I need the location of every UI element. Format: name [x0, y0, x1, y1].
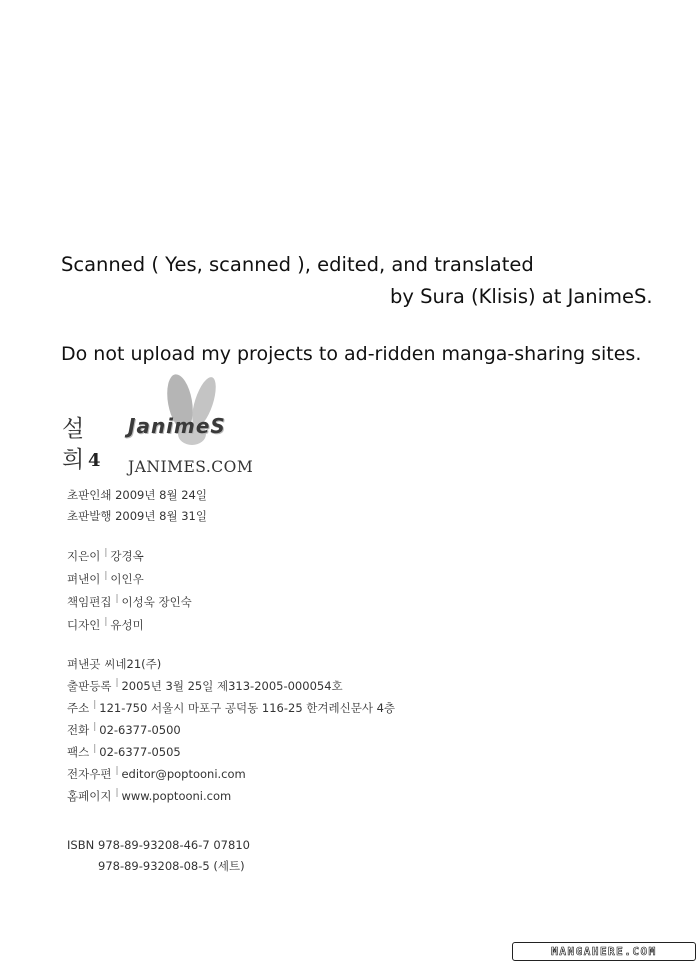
publisher-key: 전화 — [67, 723, 90, 737]
staff-key: 지은이 — [67, 549, 101, 563]
publisher-row: 홈페이지 | www.poptooni.com — [67, 788, 232, 803]
publisher-key: 팩스 — [67, 745, 90, 759]
isbn-set-number: 978-89-93208-08-5 (세트) — [98, 859, 245, 873]
publisher-row: 팩스 | 02-6377-0505 — [67, 744, 181, 759]
publisher-value: www.poptooni.com — [121, 789, 232, 803]
staff-value: 강경옥 — [110, 549, 144, 563]
watermark-badge — [512, 942, 696, 961]
publisher-value: editor@poptooni.com — [121, 767, 246, 781]
janimes-logo-text: JanimeS — [128, 414, 226, 438]
print-date: 초판인쇄 2009년 8월 24일 — [67, 488, 207, 502]
publish-date: 초판발행 2009년 8월 31일 — [67, 509, 207, 523]
publisher-row: 전자우편 | editor@poptooni.com — [67, 766, 246, 781]
publisher-key: 주소 — [67, 701, 90, 715]
staff-value: 이인우 — [110, 572, 144, 586]
book-title-top: 설 — [62, 416, 85, 442]
publisher-row — [67, 656, 161, 672]
volume-number: 4 — [88, 450, 101, 471]
publisher-row: 주소 | 121-750 서울시 마포구 공덕동 116-25 한겨레신문사 4층 — [67, 700, 396, 715]
watermark-text: MANGAHERE.COM — [551, 945, 657, 958]
publisher-row: 출판등록 | 2005년 3월 25일 제313-2005-000054호 — [67, 678, 343, 693]
publisher-value: 02-6377-0500 — [99, 723, 181, 737]
isbn-number: 978-89-93208-46-7 07810 — [98, 838, 250, 852]
staff-row: 디자인 | 유성미 — [67, 617, 144, 632]
isbn-label: ISBN — [67, 838, 95, 852]
credit-line-1: Scanned ( Yes, scanned ), edited, and translated — [61, 253, 534, 276]
publisher-value: 02-6377-0505 — [99, 745, 181, 759]
publisher-value: 121-750 서울시 마포구 공덕동 116-25 한겨레신문사 4층 — [99, 701, 396, 715]
publisher-value: 2005년 3월 25일 제313-2005-000054호 — [121, 679, 343, 693]
publisher-key: 펴낸곳 — [67, 657, 101, 671]
staff-key: 디자인 — [67, 618, 101, 632]
staff-value: 유성미 — [110, 618, 144, 632]
publisher-key: 출판등록 — [67, 679, 112, 693]
credit-line-2: by Sura (Klisis) at JanimeS. — [390, 285, 653, 308]
book-title-bottom: 희 — [62, 447, 85, 473]
rabbit-logo-icon — [120, 372, 250, 452]
staff-row: 책임편집 | 이성욱 장인숙 — [67, 594, 192, 609]
warning-line: Do not upload my projects to ad-ridden manga-sharing sites. — [61, 343, 642, 365]
staff-value: 이성욱 장인숙 — [121, 595, 192, 609]
staff-row: 펴낸이 | 이인우 — [67, 571, 144, 586]
publisher-key: 홈페이지 — [67, 789, 112, 803]
staff-row: 지은이 | 강경옥 — [67, 548, 144, 563]
staff-key: 책임편집 — [67, 595, 112, 609]
publisher-key: 전자우편 — [67, 767, 112, 781]
staff-key: 펴낸이 — [67, 572, 101, 586]
publisher-value: 씨네21(주) — [104, 657, 162, 671]
site-url: JANIMES.COM — [128, 458, 254, 476]
publisher-row: 전화 | 02-6377-0500 — [67, 722, 181, 737]
